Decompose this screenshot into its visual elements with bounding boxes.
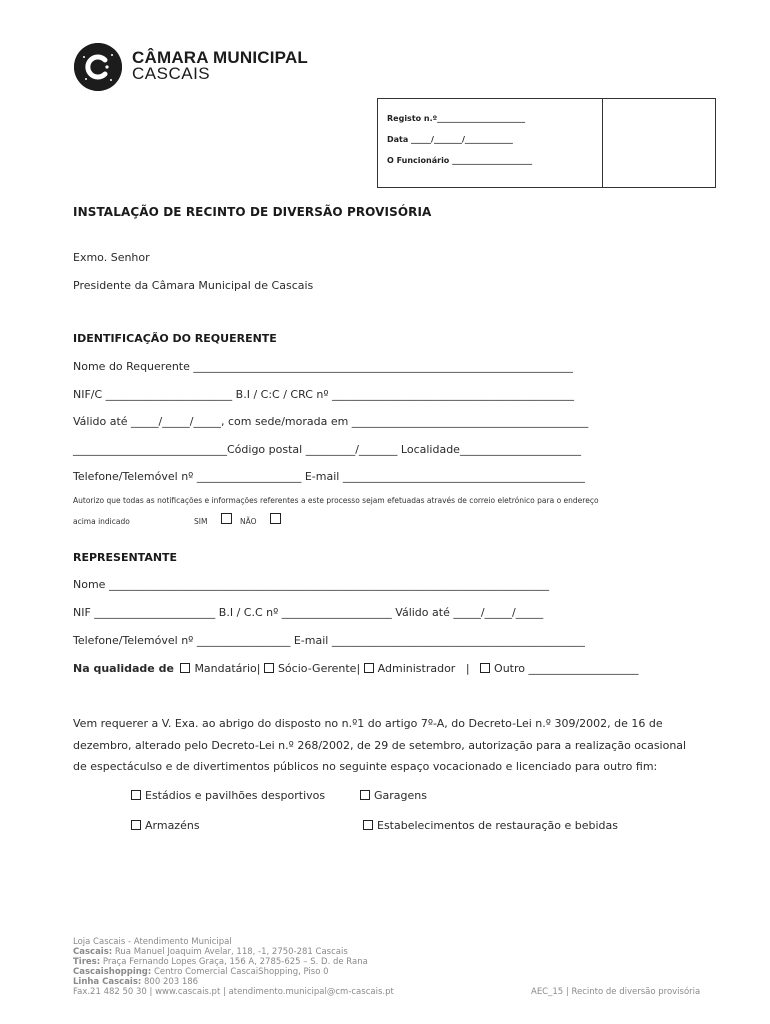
footer-line6: Fax.21 482 50 30 | www.cascais.pt | atendimento.municipal@cm-cascais.pt: [73, 987, 394, 997]
footer-reference: AEC_15 | Recinto de diversão provisória: [531, 987, 701, 997]
form-title: INSTALAÇÃO DE RECINTO DE DIVERSÃO PROVISÓRIA: [73, 205, 432, 219]
logo-title: CÂMARA MUNICIPAL: [132, 48, 309, 67]
representante-heading: REPRESENTANTE: [73, 551, 178, 564]
administrador-label: Administrador: [377, 662, 456, 675]
estadios-checkbox[interactable]: [131, 790, 141, 800]
estabelecimentos-checkbox[interactable]: [363, 820, 373, 830]
representante-nome-field[interactable]: Nome ________________________________________________________________________________: [73, 578, 549, 591]
estabelecimentos-label: Estabelecimentos de restauração e bebidas: [377, 819, 618, 832]
qualidade-row: [73, 662, 639, 675]
mandatario-checkbox[interactable]: [180, 663, 190, 673]
nao-checkbox[interactable]: [270, 513, 281, 524]
acima-text: acima indicado: [73, 517, 130, 526]
footer-line4: Cascaishopping: Centro Comercial CascaiShopping, Piso 0: [73, 967, 329, 977]
sim-checkbox[interactable]: [221, 513, 232, 524]
registo-funcionario: O Funcionário ____________________: [387, 156, 533, 165]
stamp-box: [602, 98, 716, 188]
nao-label: NÃO: [240, 517, 257, 526]
outro-label[interactable]: Outro ____________________: [494, 662, 639, 675]
footer-line2: Cascais: Rua Manuel Joaquim Avelar, 118, -1, 2750-281 Cascais: [73, 947, 348, 957]
footer-address: [73, 937, 394, 997]
footer-line5: Linha Cascais: 800 203 186: [73, 977, 199, 987]
requerente-codigo-field[interactable]: ____________________________Código postal _________/_______ Localidade______________________: [73, 443, 581, 456]
requerente-telefone-field[interactable]: Telefone/Telemóvel nº ___________________ E-mail ____________________________________________: [73, 470, 585, 483]
footer-line1: Loja Cascais - Atendimento Municipal: [73, 937, 232, 947]
representante-nif-field[interactable]: NIF ______________________ B.I / C.C nº ____________________ Válido até _____/_____/_____: [73, 606, 544, 619]
requerente-nif-field[interactable]: NIF/C _______________________ B.I / C:C / CRC nº ____________________________________________: [73, 388, 575, 401]
logo-subtitle: CASCAIS: [132, 64, 211, 83]
salutation-line2: Presidente da Câmara Municipal de Cascais: [73, 279, 314, 292]
body-line2: dezembro, alterado pelo Decreto-Lei n.º 268/2002, de 29 de setembro, autorização para a realização ocasional: [73, 739, 687, 752]
requerente-heading: IDENTIFICAÇÃO DO REQUERENTE: [73, 332, 277, 345]
armazens-label: Armazéns: [145, 819, 200, 832]
registo-number: Registo n.º______________________: [387, 114, 526, 123]
registo-date: Data _____/_______/____________: [387, 135, 513, 144]
option-estadios[interactable]: [131, 789, 325, 802]
socio-gerente-checkbox[interactable]: [264, 663, 274, 673]
garagens-checkbox[interactable]: [360, 790, 370, 800]
salutation-line1: Exmo. Senhor: [73, 251, 150, 264]
body-line3: de espectáculso e de divertimentos públicos no seguinte espaço vocacionado e licenciado para outro fim:: [73, 760, 658, 773]
representante-telefone-field[interactable]: Telefone/Telemóvel nº _________________ E-mail ______________________________________________: [73, 634, 585, 647]
body-line1: Vem requerer a V. Exa. ao abrigo do disposto no n.º1 do artigo 7º-A, do Decreto-Lei n.º 309/2002, de 16 de: [73, 717, 663, 730]
requerente-valido-field[interactable]: Válido até _____/_____/_____, com sede/morada em ___________________________________________: [73, 415, 589, 428]
sim-label: SIM: [194, 517, 208, 526]
separator: |: [465, 662, 470, 675]
requerente-nome-field[interactable]: Nome do Requerente _____________________________________________________________________: [73, 360, 573, 373]
administrador-checkbox[interactable]: [364, 663, 374, 673]
armazens-checkbox[interactable]: [131, 820, 141, 830]
footer-line3: Tires: Praça Fernando Lopes Graça, 156 A, 2785-625 – S. D. de Rana: [73, 957, 368, 967]
garagens-label: Garagens: [374, 789, 427, 802]
cascais-logo-icon: [74, 43, 122, 91]
mandatario-label: Mandatário|: [194, 662, 261, 675]
qualidade-label: Na qualidade de: [73, 662, 174, 675]
estadios-label: Estádios e pavilhões desportivos: [145, 789, 326, 802]
outro-checkbox[interactable]: [480, 663, 490, 673]
option-garagens[interactable]: [360, 789, 427, 802]
option-estabelecimentos[interactable]: [363, 819, 618, 832]
autorizo-text: Autorizo que todas as notificações e informações referentes a este processo sejam efetuadas através de correio eletrónico para o endereço: [73, 496, 599, 505]
socio-gerente-label: Sócio-Gerente|: [277, 662, 361, 675]
option-armazens[interactable]: [131, 819, 200, 832]
